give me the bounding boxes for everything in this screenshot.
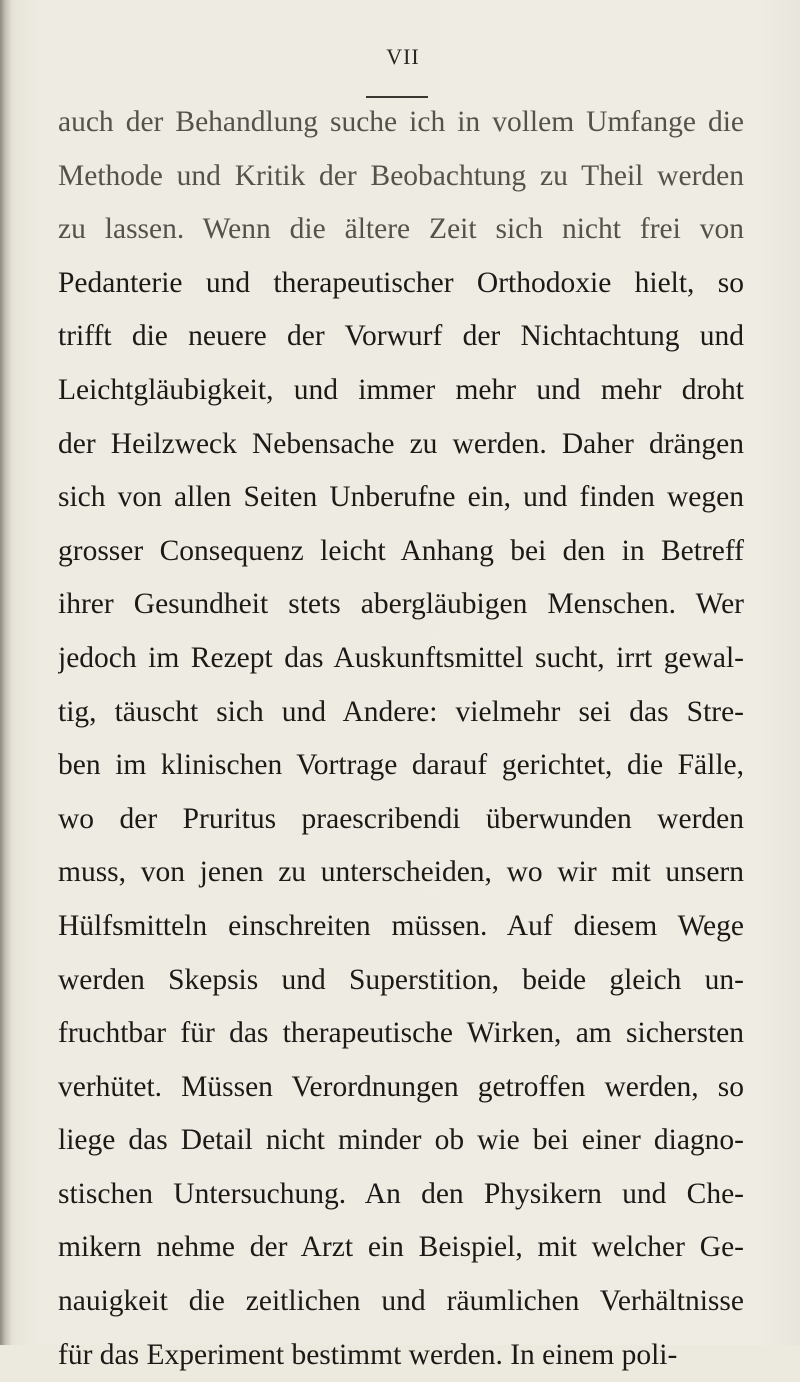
- text-line-11: jedoch im Rezept das Auskunftsmittel sucht, irrt gewal-: [58, 641, 744, 674]
- text-line-15: muss, von jenen zu unterscheiden, wo wir mit unsern: [58, 856, 744, 889]
- text-line-21: stischen Untersuchung. An den Physikern und Che-: [58, 1177, 744, 1210]
- text-line-6: Leichtgläubigkeit, und immer mehr und mehr droht: [58, 373, 744, 406]
- text-line-17: werden Skepsis und Superstition, beide gleich un-: [58, 963, 744, 996]
- text-line-9: grosser Consequenz leicht Anhang bei den in Betreff: [58, 534, 744, 567]
- text-line-7: der Heilzweck Nebensache zu werden. Daher drängen: [58, 427, 744, 460]
- text-line-23: nauigkeit die zeitlichen und räumlichen Verhältnisse: [58, 1285, 744, 1318]
- text-line-12: tig, täuscht sich und Andere: vielmehr sei das Stre-: [58, 695, 744, 728]
- text-line-1: auch der Behandlung suche ich in vollem Umfange die: [58, 106, 744, 138]
- text-line-10: ihrer Gesundheit stets abergläubigen Menschen. Wer: [58, 588, 744, 621]
- text-line-16: Hülfsmitteln einschreiten müssen. Auf diesem Wege: [58, 909, 744, 942]
- page-number: VII: [386, 44, 420, 69]
- text-line-14: wo der Pruritus praescribendi überwunden werden: [58, 802, 744, 835]
- text-line-2: Methode und Kritik der Beobachtung zu Theil werden: [58, 159, 744, 192]
- text-line-8: sich von allen Seiten Unberufne ein, und finden wegen: [58, 481, 744, 514]
- text-line-20: liege das Detail nicht minder ob wie bei einer diagno-: [58, 1124, 744, 1157]
- text-line-4: Pedanterie und therapeutischer Orthodoxie hielt, so: [58, 266, 744, 299]
- text-line-24: für das Experiment bestimmt werden. In einem poli-: [58, 1338, 678, 1371]
- text-line-5: trifft die neuere der Vorwurf der Nichtachtung und: [58, 320, 744, 353]
- body-text: [58, 96, 744, 1382]
- text-line-22: mikern nehme der Arzt ein Beispiel, mit welcher Ge-: [58, 1231, 744, 1264]
- text-line-19: verhütet. Müssen Verordnungen getroffen werden, so: [58, 1070, 744, 1103]
- text-line-13: ben im klinischen Vortrage darauf gerichtet, die Fälle,: [58, 749, 744, 782]
- text-line-3: zu lassen. Wenn die ältere Zeit sich nicht frei von: [58, 213, 744, 246]
- text-line-18: fruchtbar für das therapeutische Wirken, am sichersten: [58, 1017, 744, 1050]
- page-gutter-shadow: [0, 0, 12, 1345]
